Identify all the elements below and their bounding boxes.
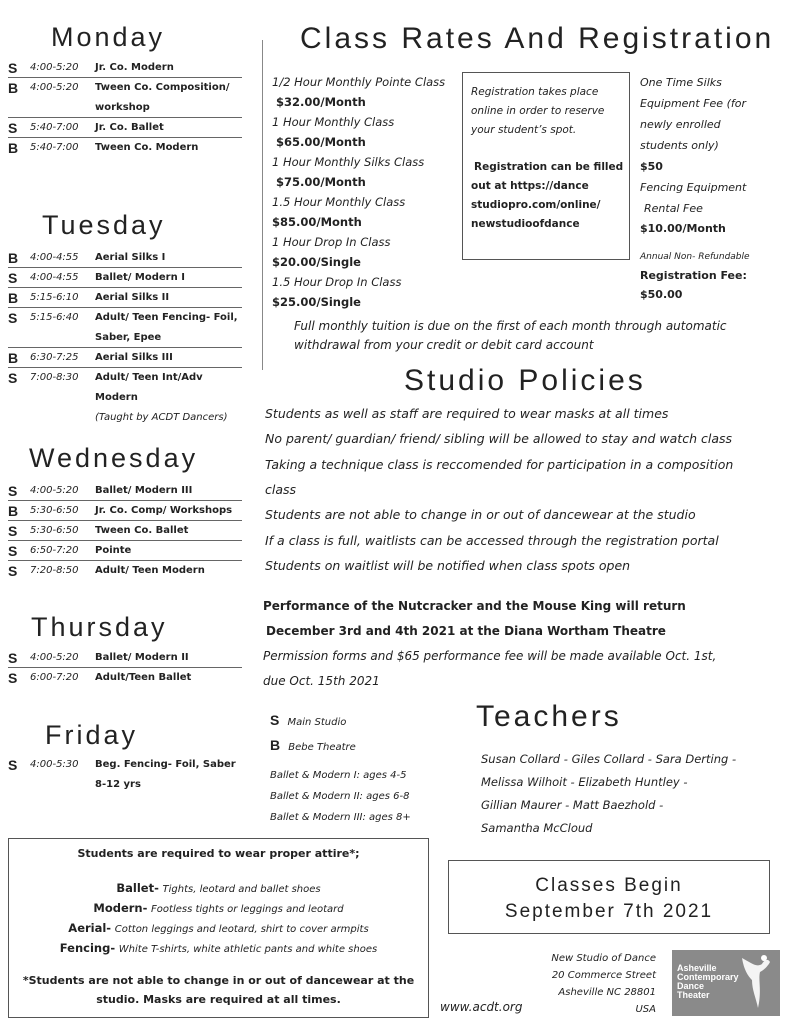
class-time: 6:30-7:25: [30, 352, 79, 363]
class-name: Aerial Silks I: [95, 252, 166, 263]
location-legend: [270, 709, 411, 828]
class-name: Ballet/ Modern I: [95, 272, 185, 283]
fee-price: $50: [640, 160, 663, 173]
class-name-continued: 8-12 yrs: [95, 779, 141, 790]
legend-key: B: [270, 737, 281, 753]
class-time: 5:15-6:40: [30, 312, 79, 323]
attire-label: Modern-: [93, 901, 148, 915]
address-line: USA: [635, 1004, 656, 1015]
schedule-row: [8, 561, 242, 581]
schedule-row: [8, 368, 242, 428]
schedule-row: [8, 755, 242, 795]
column-divider: [262, 40, 263, 370]
class-time: 4:00-5:30: [30, 759, 79, 770]
nutcracker-detail: due Oct. 15th 2021: [263, 674, 380, 688]
class-time: 6:00-7:20: [30, 672, 79, 683]
location-code: B: [8, 350, 19, 366]
class-time: 6:50-7:20: [30, 545, 79, 556]
schedule-row: [8, 521, 242, 541]
policy-line: No parent/ guardian/ friend/ sibling will be allowed to stay and watch class: [265, 431, 733, 447]
schedule-row: [8, 268, 242, 288]
class-name: Aerial Silks III: [95, 352, 173, 363]
attire-note: *Students are not able to change in or out of dancewear at the: [22, 974, 415, 987]
attire-item-aerial: [9, 919, 428, 939]
class-name: Tween Co. Modern: [95, 142, 199, 153]
schedule-row: [8, 668, 242, 688]
teacher-names: Susan Collard - Giles Collard - Sara Derting -: [481, 752, 737, 766]
nutcracker-detail: Permission forms and $65 performance fee will be made available Oct. 1st,: [263, 649, 717, 663]
schedule-row: [8, 248, 242, 268]
class-name: Adult/ Teen Modern: [95, 565, 205, 576]
class-time: 4:00-5:20: [30, 62, 79, 73]
tuesday-title: Tuesday: [42, 210, 166, 240]
teachers-title: Teachers: [476, 700, 622, 733]
address-line: Asheville NC 28801: [558, 987, 656, 998]
class-time: 4:00-4:55: [30, 252, 79, 263]
legend-key: S: [270, 712, 280, 728]
attire-item-ballet: [9, 879, 428, 899]
schedule-row: [8, 481, 242, 501]
policy-line: Students as well as staff are required to wear masks at all times: [265, 406, 669, 421]
location-code: S: [8, 370, 18, 386]
class-name: Jr. Co. Comp/ Workshops: [95, 505, 233, 516]
fees-column: [640, 72, 788, 304]
rate-price: $20.00/Single: [272, 255, 361, 269]
class-name-continued: Modern: [95, 392, 138, 403]
class-time: 4:00-4:55: [30, 272, 79, 283]
location-code: S: [8, 310, 18, 326]
class-name: Tween Co. Ballet: [95, 525, 189, 536]
class-name: Adult/ Teen Fencing- Foil,: [95, 312, 238, 323]
teacher-names: Samantha McCloud: [481, 821, 593, 835]
acdt-logo: [672, 950, 780, 1016]
class-name: Tween Co. Composition/: [95, 82, 230, 93]
rates-title: Class Rates And Registration: [300, 22, 775, 55]
fee-text: One Time Silks: [640, 76, 722, 89]
rate-label: 1 Hour Drop In Class: [272, 235, 391, 249]
schedule-row: [8, 138, 242, 158]
location-code: B: [8, 140, 19, 156]
age-range: Ballet & Modern II: ages 6-8: [270, 791, 410, 802]
schedule-row: [8, 78, 242, 118]
fee-text: Equipment Fee (for: [640, 97, 746, 110]
location-code: S: [8, 270, 18, 286]
class-time: 5:40-7:00: [30, 122, 79, 133]
schedule-row: [8, 308, 242, 348]
attire-desc: White T-shirts, white athletic pants and white shoes: [118, 944, 378, 955]
nutcracker-notice: [263, 594, 716, 694]
class-name-continued: Saber, Epee: [95, 332, 162, 343]
schedule-row: [8, 118, 242, 138]
class-time: 7:20-8:50: [30, 565, 79, 576]
schedule-row: [8, 58, 242, 78]
location-code: S: [8, 650, 18, 666]
rate-price: $85.00/Month: [272, 215, 362, 229]
classes-begin-box: [448, 860, 770, 934]
schedule-row: [8, 348, 242, 368]
schedule-row: [8, 648, 242, 668]
class-time: 4:00-5:20: [30, 82, 79, 93]
class-time: 4:00-5:20: [30, 652, 79, 663]
website-link[interactable]: www.acdt.org: [440, 1000, 523, 1014]
attire-desc: Tights, leotard and ballet shoes: [162, 884, 321, 895]
logo-text: Dance: [677, 981, 705, 991]
location-code: S: [8, 563, 18, 579]
classes-begin-label: Classes Begin: [535, 875, 683, 896]
class-name: Aerial Silks II: [95, 292, 170, 303]
monday-title: Monday: [51, 22, 166, 52]
rate-label: 1/2 Hour Monthly Pointe Class: [272, 75, 446, 89]
class-name: Ballet/ Modern II: [95, 652, 189, 663]
tuition-note-line: Full monthly tuition is due on the first of each month through automatic: [294, 319, 727, 333]
location-code: S: [8, 483, 18, 499]
policy-line: Students are not able to change in or out of dancewear at the studio: [265, 507, 696, 523]
age-range: Ballet & Modern III: ages 8+: [270, 812, 411, 823]
address-line: 20 Commerce Street: [551, 970, 656, 981]
fee-price: $10.00/Month: [640, 222, 726, 235]
registration-url-text: out at https://dance: [471, 180, 589, 192]
fee-text: newly enrolled: [640, 118, 721, 131]
location-code: B: [8, 290, 19, 306]
classes-begin-date: September 7th 2021: [504, 901, 714, 922]
schedule-row: [8, 501, 242, 521]
class-name: Adult/Teen Ballet: [95, 672, 192, 683]
studio-address: [520, 950, 656, 1018]
registration-box: [462, 72, 630, 260]
class-name: Jr. Co. Modern: [95, 62, 174, 73]
location-code: S: [8, 120, 18, 136]
schedule-row: [8, 288, 242, 308]
legend-label: Bebe Theatre: [288, 742, 356, 753]
attire-desc: Cotton leggings and leotard, shirt to cover armpits: [114, 924, 369, 935]
attire-label: Fencing-: [59, 941, 116, 955]
rate-label: 1 Hour Monthly Silks Class: [272, 155, 425, 169]
location-code: B: [8, 503, 19, 519]
fee-text: Registration Fee:: [640, 269, 747, 282]
fee-price: $50.00: [640, 288, 683, 301]
attire-item-fencing: [9, 939, 428, 959]
registration-text: online in order to reserve: [471, 105, 605, 117]
rate-price: $32.00/Month: [276, 95, 366, 109]
registration-url-text: newstudioofdance: [471, 218, 580, 230]
policy-line: Taking a technique class is reccomended for participation in a composition: [265, 456, 734, 472]
attire-desc: Footless tights or leggings and leotard: [151, 904, 344, 915]
rate-price: $65.00/Month: [276, 135, 366, 149]
location-code: S: [8, 523, 18, 539]
class-time: 5:40-7:00: [30, 142, 79, 153]
logo-text: Asheville: [677, 963, 717, 973]
class-name: Adult/ Teen Int/Adv: [95, 372, 203, 383]
rate-label: 1 Hour Monthly Class: [272, 115, 395, 129]
rate-price: $25.00/Single: [272, 295, 361, 309]
thursday-title: Thursday: [31, 612, 168, 642]
attire-note: studio. Masks are required at all times.: [96, 993, 341, 1006]
class-note: (Taught by ACDT Dancers): [95, 412, 228, 423]
attire-label: Ballet-: [116, 881, 159, 895]
class-time: 5:30-6:50: [30, 525, 79, 536]
location-code: B: [8, 250, 19, 266]
attire-item-modern: [9, 899, 428, 919]
teacher-names: Melissa Wilhoit - Elizabeth Huntley -: [481, 775, 688, 789]
policy-line: If a class is full, waitlists can be accessed through the registration portal: [265, 532, 719, 548]
tuition-note: [294, 317, 727, 355]
fee-text: Fencing Equipment: [640, 181, 747, 194]
registration-text: Registration takes place: [471, 86, 599, 98]
tuition-note-line: withdrawal from your credit or debit card account: [294, 338, 594, 352]
rate-label: 1.5 Hour Drop In Class: [272, 275, 402, 289]
location-code: S: [8, 670, 18, 686]
rate-label: 1.5 Hour Monthly Class: [272, 195, 406, 209]
class-name: Beg. Fencing- Foil, Saber: [95, 759, 236, 770]
class-name: Jr. Co. Ballet: [95, 122, 164, 133]
nutcracker-headline: Performance of the Nutcracker and the Mouse King will return: [263, 599, 686, 613]
class-time: 5:15-6:10: [30, 292, 79, 303]
fee-text: Rental Fee: [644, 202, 703, 215]
policies-title: Studio Policies: [404, 364, 646, 397]
address-line: New Studio of Dance: [551, 953, 656, 964]
rate-price: $75.00/Month: [276, 175, 366, 189]
policy-line: class: [265, 481, 297, 497]
wednesday-title: Wednesday: [29, 443, 199, 473]
registration-text: your student’s spot.: [471, 124, 577, 136]
class-name: Pointe: [95, 545, 132, 556]
class-time: 5:30-6:50: [30, 505, 79, 516]
class-name-continued: workshop: [95, 102, 150, 113]
fee-text: students only): [640, 139, 719, 152]
location-code: S: [8, 60, 18, 76]
class-time: 7:00-8:30: [30, 372, 79, 383]
policy-line: Students on waitlist will be notified when class spots open: [265, 557, 631, 573]
logo-text: Contemporary: [677, 972, 739, 982]
location-code: B: [8, 80, 19, 96]
nutcracker-headline: December 3rd and 4th 2021 at the Diana Wortham Theatre: [266, 624, 666, 638]
rates-list: [272, 72, 445, 312]
registration-url-text: studiopro.com/online/: [471, 199, 601, 211]
logo-text: Theater: [677, 990, 710, 1000]
legend-label: Main Studio: [287, 717, 347, 728]
attire-box: [8, 838, 429, 1018]
attire-heading: Students are required to wear proper attire*;: [77, 847, 360, 860]
class-name: Ballet/ Modern III: [95, 485, 193, 496]
attire-label: Aerial-: [68, 921, 112, 935]
location-code: S: [8, 757, 18, 773]
friday-title: Friday: [45, 720, 139, 750]
teacher-names: Gillian Maurer - Matt Baezhold -: [481, 798, 664, 812]
location-code: S: [8, 543, 18, 559]
fee-note: Annual Non- Refundable: [640, 252, 750, 262]
class-time: 4:00-5:20: [30, 485, 79, 496]
age-range: Ballet & Modern I: ages 4-5: [270, 770, 407, 781]
registration-url-text: Registration can be filled: [474, 161, 624, 173]
schedule-row: [8, 541, 242, 561]
